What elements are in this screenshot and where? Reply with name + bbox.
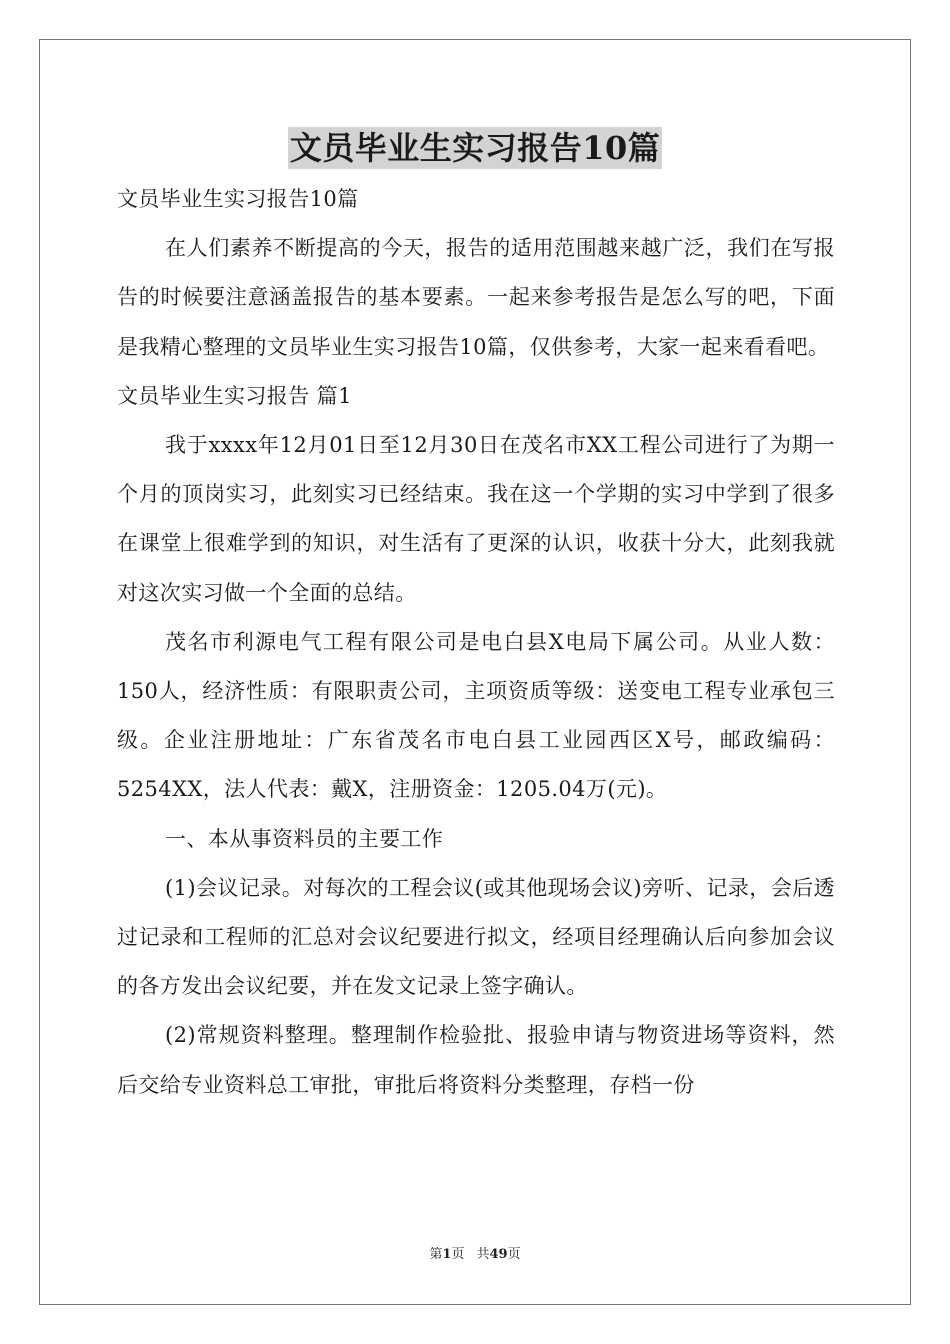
body-paragraph: 我于xxxx年12月01日至12月30日在茂名市XX工程公司进行了为期一个月的顶岗实习，此刻实习已经结束。我在这一个学期的实习中学到了很多在课堂上很难学到的知识，对生活有了更深的认识，收获十分大，此刻我就对这次实习做一个全面的总结。	[117, 433, 835, 605]
page-number-suffix: 页	[451, 1247, 465, 1262]
page-number-prefix: 第	[429, 1247, 443, 1262]
page-total-suffix: 页	[507, 1247, 521, 1262]
subtitle-paragraph: 文员毕业生实习报告10篇	[117, 187, 359, 211]
body-paragraph: (1)会议记录。对每次的工程会议(或其他现场会议)旁听、记录，会后透过记录和工程师的汇总对会议纪要进行拟文，经项目经理确认后向参加会议的各方发出会议纪要，并在发文记录上签字确认。	[117, 875, 835, 999]
body-paragraph: (2)常规资料整理。整理制作检验批、报验申请与物资进场等资料，然后交给专业资料总工审批，审批后将资料分类整理，存档一份	[117, 1023, 835, 1097]
page-total-prefix: 共	[476, 1247, 490, 1262]
section-heading: 文员毕业生实习报告 篇1	[117, 383, 352, 408]
document-body	[117, 175, 835, 1110]
intro-paragraph: 在人们素养不断提高的今天，报告的适用范围越来越广泛，我们在写报告的时候要注意涵盖报告的基本要素。一起来参考报告是怎么写的吧，下面是我精心整理的文员毕业生实习报告10篇，仅供参考，大家一起来看看吧。	[117, 236, 835, 359]
page-number-current: 1	[442, 1247, 452, 1262]
title-container	[0, 127, 950, 169]
document-title: 文员毕业生实习报告10篇	[289, 129, 661, 167]
page-number-total: 49	[489, 1247, 508, 1262]
body-paragraph: 茂名市利源电气工程有限公司是电白县X电局下属公司。从业人数：150人，经济性质：有限职责公司，主项资质等级：送变电工程专业承包三级。企业注册地址：广东省茂名市电白县工业园西区X号，邮政编码：5254XX，法人代表：戴X，注册资金：1205.04万(元)。	[117, 629, 835, 802]
page-footer	[0, 1246, 950, 1264]
subsection-heading: 一、本从事资料员的主要工作	[165, 826, 444, 851]
